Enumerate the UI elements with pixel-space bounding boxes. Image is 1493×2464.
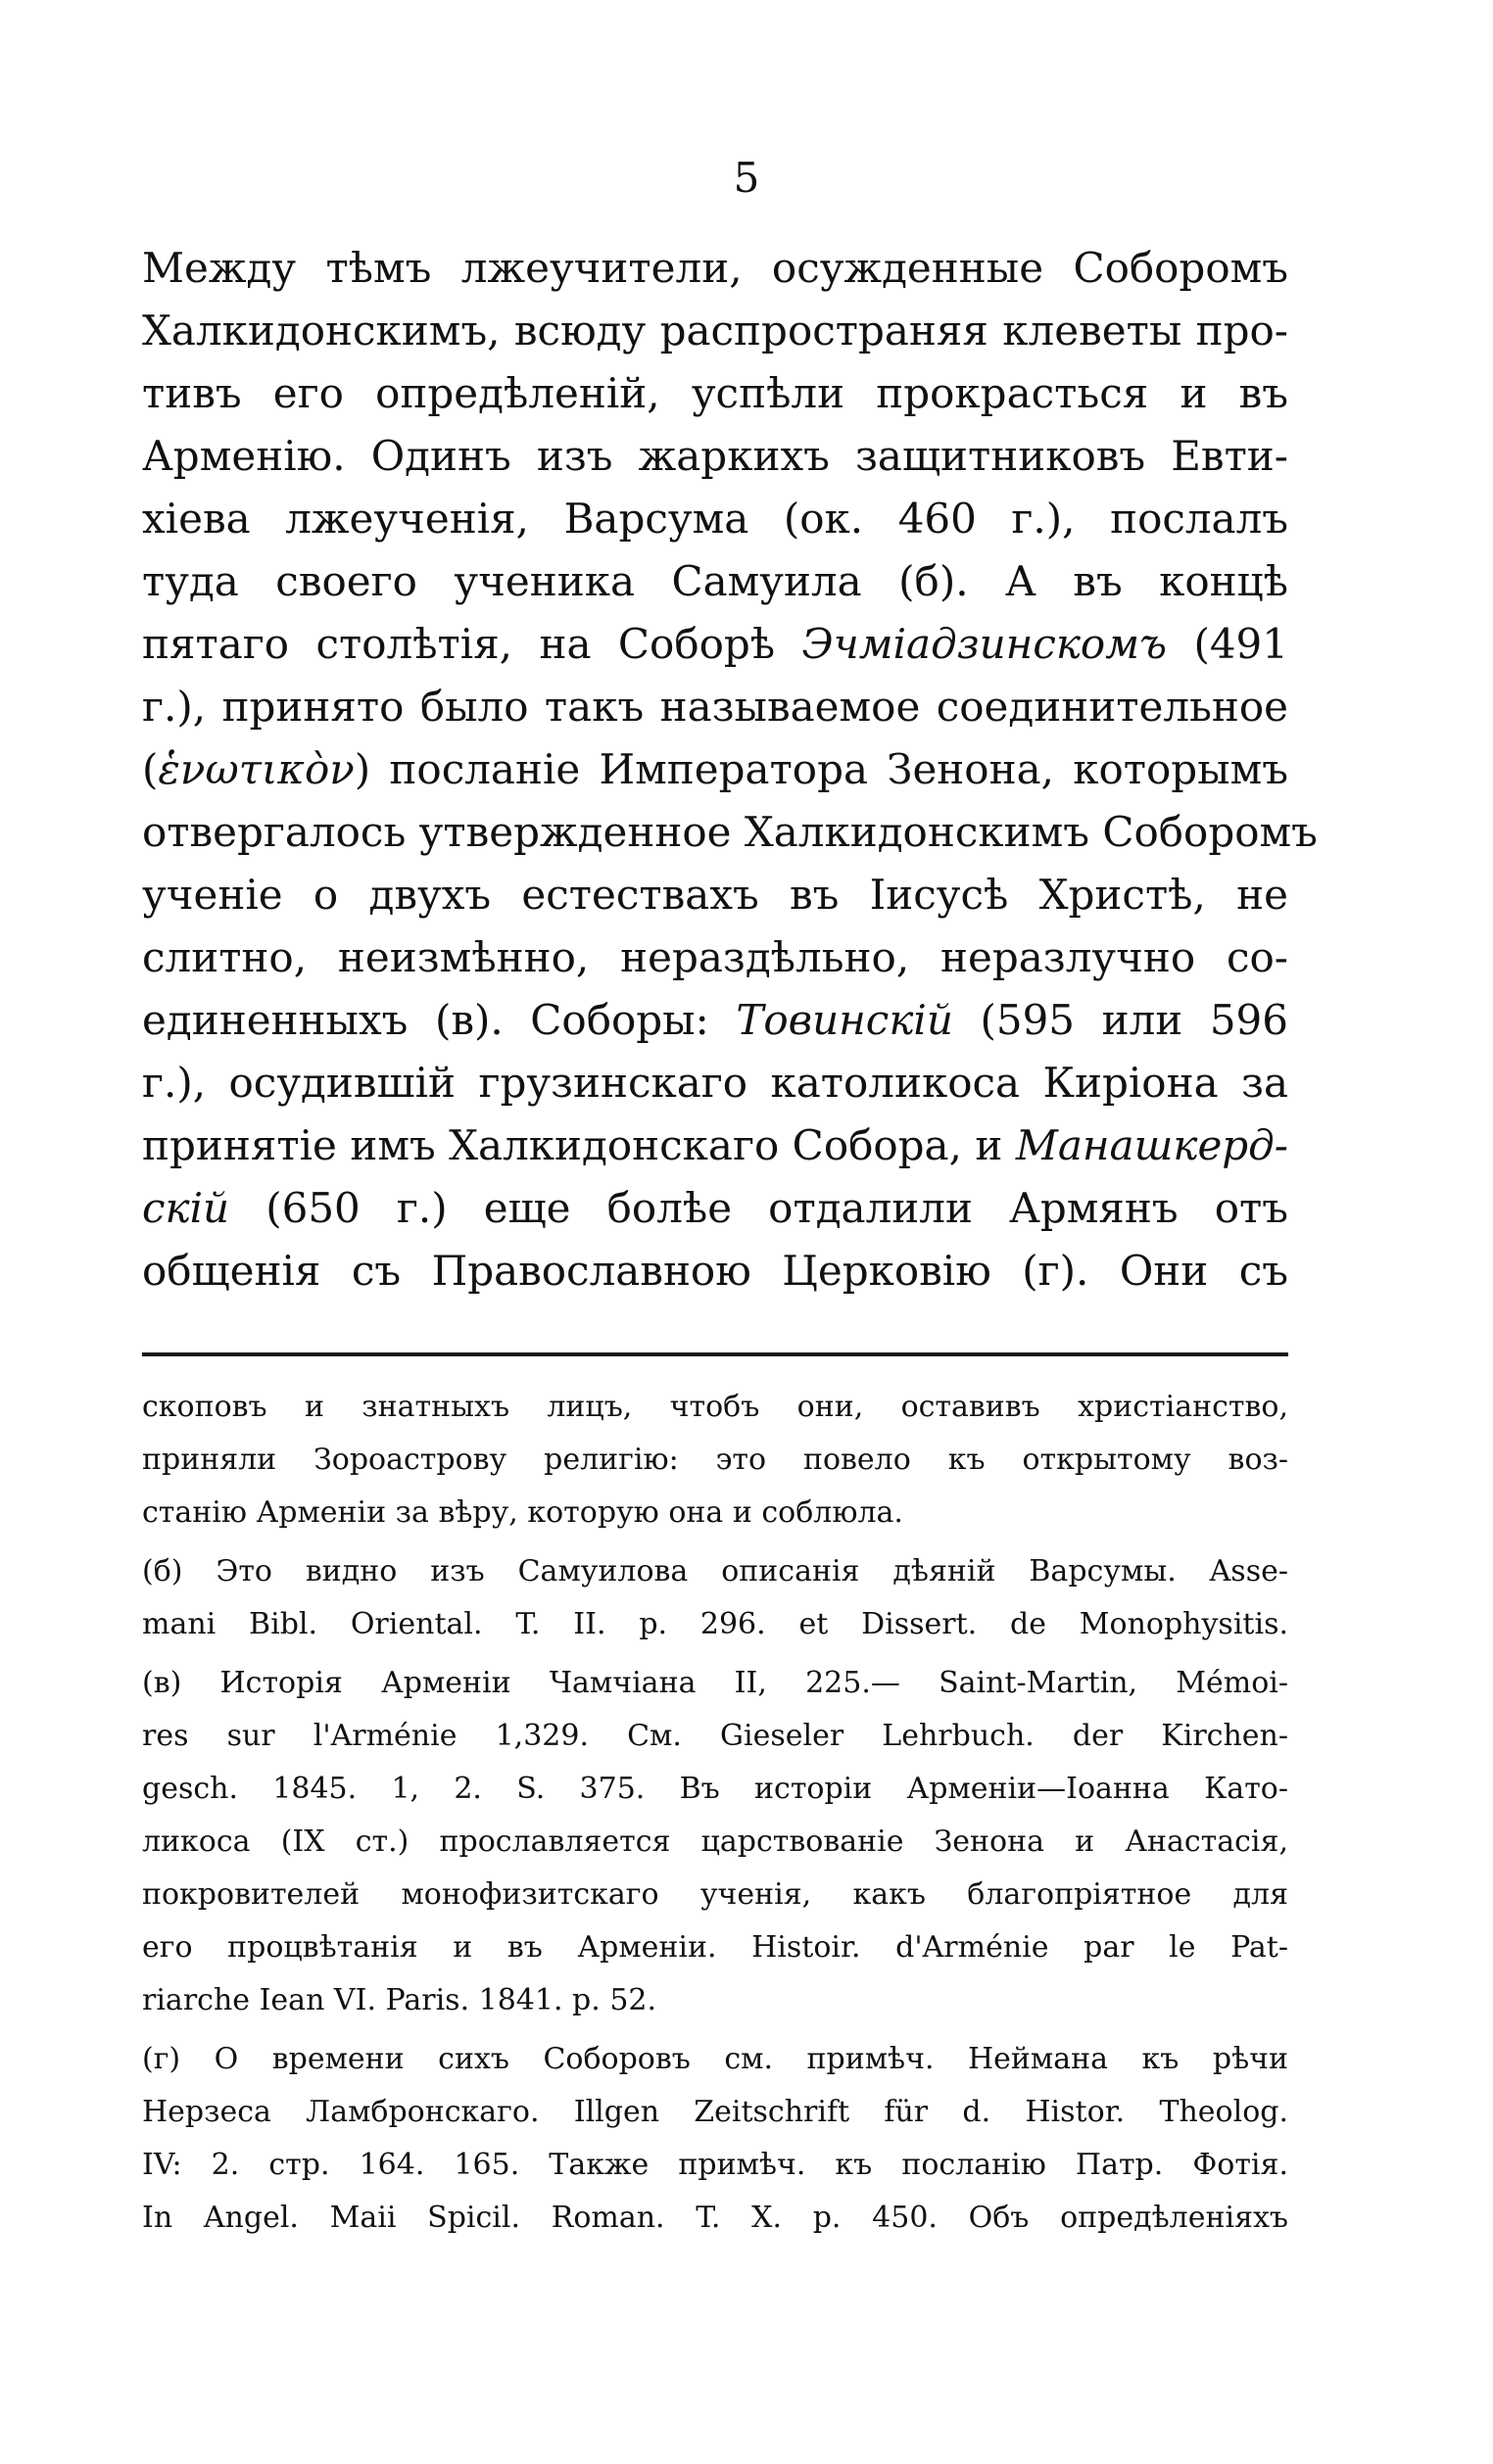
- footnote-line: (в) Исторія Арменіи Чамчіана II, 225.— Saint-Martin, Mémoi-: [142, 1666, 1288, 1700]
- text-run: (: [142, 745, 159, 793]
- text-run: ) посланіе Императора Зенона, которымъ: [354, 745, 1288, 793]
- footnote-line: (б) Это видно изъ Самуилова описанія дѣяній Варсумы. Asse-: [142, 1554, 1288, 1588]
- main-text-line: г.), осудившій грузинскаго католикоса Киріона за: [142, 1059, 1288, 1107]
- footnote-line: его процвѣтанія и въ Арменіи. Histoir. d'Arménie par le Pat-: [142, 1930, 1288, 1965]
- main-text-line: туда своего ученика Самуила (б). А въ концѣ: [142, 557, 1288, 605]
- footnote-line: покровителей монофизитскаго ученія, какъ благопріятное для: [142, 1877, 1288, 1912]
- main-text-line: [142, 989, 1288, 1052]
- main-text-line: [142, 738, 1288, 801]
- text-run: единенныхъ (в). Соборы:: [142, 996, 737, 1044]
- footnote-line: Нерзеса Ламбронскаго. Illgen Zeitschrift für d. Histor. Theolog.: [142, 2095, 1288, 2129]
- footnote-line: In Angel. Maii Spicil. Roman. T. X. p. 450. Объ опредѣленіяхъ: [142, 2201, 1288, 2235]
- main-text-line: г.), принято было такъ называемое соединительное: [142, 683, 1288, 731]
- footnote-line: riarche Iean VI. Paris. 1841. p. 52.: [142, 1983, 657, 2017]
- footnote-g: [142, 2033, 1288, 2245]
- page-number: 5: [733, 154, 760, 202]
- text-run: (650 г.) еще болѣе отдалили Армянъ отъ: [229, 1184, 1288, 1232]
- text-run: принятіе имъ Халкидонскаго Собора, и: [142, 1121, 1016, 1169]
- main-text-line: [142, 613, 1288, 676]
- footnotes: [142, 1381, 1288, 2245]
- footnote-line: res sur l'Arménie 1,329. См. Gieseler Lehrbuch. der Kirchen-: [142, 1719, 1288, 1753]
- italic-term: Манашкерд-: [1015, 1121, 1288, 1169]
- main-text-line: Арменію. Одинъ изъ жаркихъ защитниковъ Евти-: [142, 432, 1288, 480]
- italic-term: Товинскій: [736, 996, 953, 1044]
- footnote-b: [142, 1545, 1288, 1651]
- footnote-separator: [142, 1352, 1288, 1356]
- main-text-line: Халкидонскимъ, всюду распространяя клеветы про-: [142, 307, 1288, 355]
- text-run: (595 или 596: [952, 996, 1288, 1044]
- main-text-line: Между тѣмъ лжеучители, осужденные Соборомъ: [142, 244, 1288, 292]
- main-text-line: отвергалось утвержденное Халкидонскимъ Соборомъ: [142, 808, 1318, 856]
- italic-term: ἑνωτικὸν: [158, 745, 355, 793]
- text-run: пятаго столѣтія, на Соборѣ: [142, 620, 802, 668]
- main-text-line: хіева лжеученія, Варсума (ок. 460 г.), послалъ: [142, 495, 1288, 543]
- footnote-line: mani Bibl. Oriental. T. II. p. 296. et Dissert. de Monophysitis.: [142, 1607, 1288, 1641]
- main-text: [142, 237, 1318, 1303]
- main-text-line: [142, 1177, 1288, 1240]
- text-run: (491: [1167, 620, 1288, 668]
- main-text-line: тивъ его опредѣленій, успѣли прокрасться и въ: [142, 369, 1288, 417]
- footnote-line: (г) О времени сихъ Соборовъ см. примѣч. Неймана къ рѣчи: [142, 2042, 1288, 2076]
- footnote-line: gesch. 1845. 1, 2. S. 375. Въ исторіи Арменіи—Іоанна Като-: [142, 1772, 1288, 1806]
- footnote-v: [142, 1657, 1288, 2027]
- footnote-line: станію Арменіи за вѣру, которую она и соблюла.: [142, 1495, 903, 1530]
- italic-term: Эчміадзинскомъ: [801, 620, 1168, 668]
- footnote-line: ликоса (IX ст.) прославляется царствованіе Зенона и Анастасія,: [142, 1824, 1288, 1859]
- main-text-line: общенія съ Православною Церковію (г). Они съ: [142, 1247, 1288, 1295]
- footnote-continuation: [142, 1381, 1288, 1540]
- main-text-line: слитно, неизмѣнно, нераздѣльно, неразлучно со-: [142, 933, 1288, 981]
- footnote-line: приняли Зороастрову религію: это повело къ открытому воз-: [142, 1443, 1288, 1477]
- main-text-line: ученіе о двухъ естествахъ въ Іисусѣ Христѣ, не: [142, 871, 1288, 919]
- footnote-line: IV: 2. стр. 164. 165. Также примѣч. къ посланію Патр. Фотія.: [142, 2148, 1288, 2182]
- footnote-line: скоповъ и знатныхъ лицъ, чтобъ они, оставивъ христіанство,: [142, 1390, 1288, 1424]
- main-text-line: [142, 1114, 1288, 1177]
- italic-term: скій: [142, 1184, 230, 1232]
